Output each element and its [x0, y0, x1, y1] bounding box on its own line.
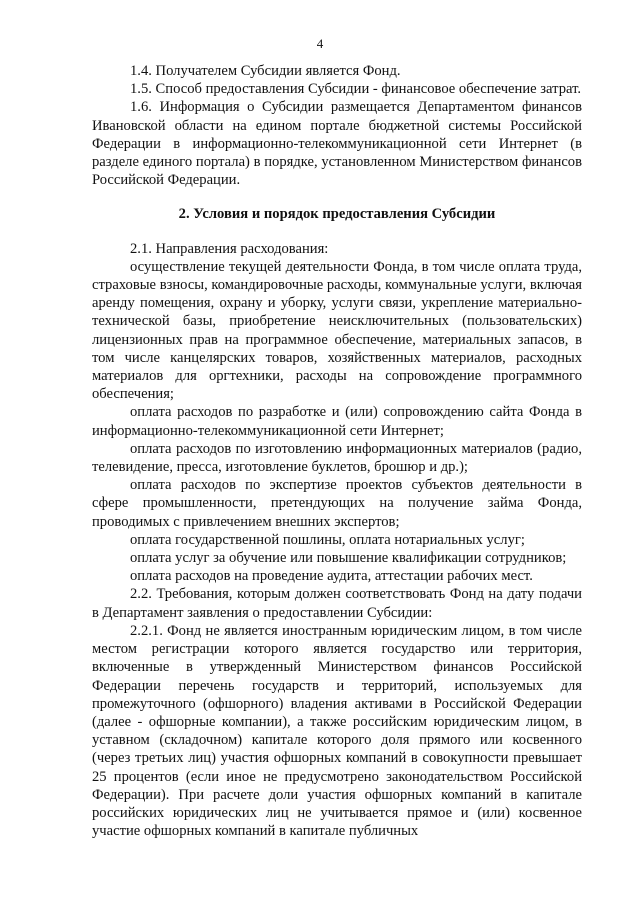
page-number: 4: [316, 36, 324, 51]
paragraph-1-6: 1.6. Информация о Субсидии размещается Департаментом финансов Ивановской области на едином портале бюджетной системы Российской Федерации в информационно-телекоммуникационной сети Интернет (в разделе единого портала) в порядке, установленном Министерством финансов Российской Федерации.: [92, 99, 582, 189]
paragraph-2-2: 2.2. Требования, которым должен соответствовать Фонд на дату подачи в Департамент заявления о предоставлении Субсидии:: [92, 586, 582, 621]
list-item-expertise: оплата расходов по экспертизе проектов субъектов деятельности в сфере промышленности, претендующих на получение займа Фонда, проводимых с привлечением внешних экспертов;: [92, 477, 582, 530]
paragraph-1-4: 1.4. Получателем Субсидии является Фонд.: [130, 63, 401, 79]
list-item-training: оплата услуг за обучение или повышение квалификации сотрудников;: [130, 550, 567, 567]
list-item-state-duty: оплата государственной пошлины, оплата нотариальных услуг;: [130, 531, 525, 548]
list-item-info-materials: оплата расходов по изготовлению информационных материалов (радио, телевидение, пресса, изготовление буклетов, брошюр и др.);: [92, 440, 582, 476]
list-item-current-activity: осуществление текущей деятельности Фонда, в том числе оплата труда, страховые взносы, командировочные расходы, коммунальные услуги, включая аренду помещения, охрану и уборку, услуги связи, укрепление материально-технической базы, приобретение неисключительных (пользовательских) лицензионных прав на программное обеспечение, материальных запасов, в том числе канцелярских товаров, хозяйственных материалов, расходных материалов для оргтехники, расходы на сопровождение программного обеспечения;: [92, 258, 582, 403]
section-2-heading: 2. Условия и порядок предоставления Субсидии: [178, 206, 496, 223]
list-item-website: оплата расходов по разработке и (или) сопровождению сайта Фонда в информационно-телекоммуникационной сети Интернет;: [92, 404, 582, 439]
document-body: [92, 62, 582, 840]
paragraph-2-1: 2.1. Направления расходования:: [130, 240, 329, 257]
list-item-audit: оплата расходов на проведение аудита, аттестации рабочих мест.: [130, 568, 533, 585]
paragraph-1-5: 1.5. Способ предоставления Субсидии - финансовое обеспечение затрат.: [130, 81, 582, 98]
paragraph-2-2-1: 2.2.1. Фонд не является иностранным юридическим лицом, в том числе местом регистрации которого является государство или территория, включенные в утвержденный Министерством финансов Российской Федерации перечень государств и территорий, используемых для промежуточного (офшорного) владения активами в Российской Федерации (далее - офшорные компании), а также российским юридическим лицом, в уставном (складочном) капитале которого доля прямого или косвенного (через третьих лиц) участия офшорных компаний в совокупности превышает 25 процентов (если иное не предусмотрено законодательством Российской Федерации). При расчете доли участия офшорных компаний в капитале российских юридических лиц не учитывается прямое и (или) косвенное участие офшорных компаний в капитале публичных: [92, 622, 582, 840]
